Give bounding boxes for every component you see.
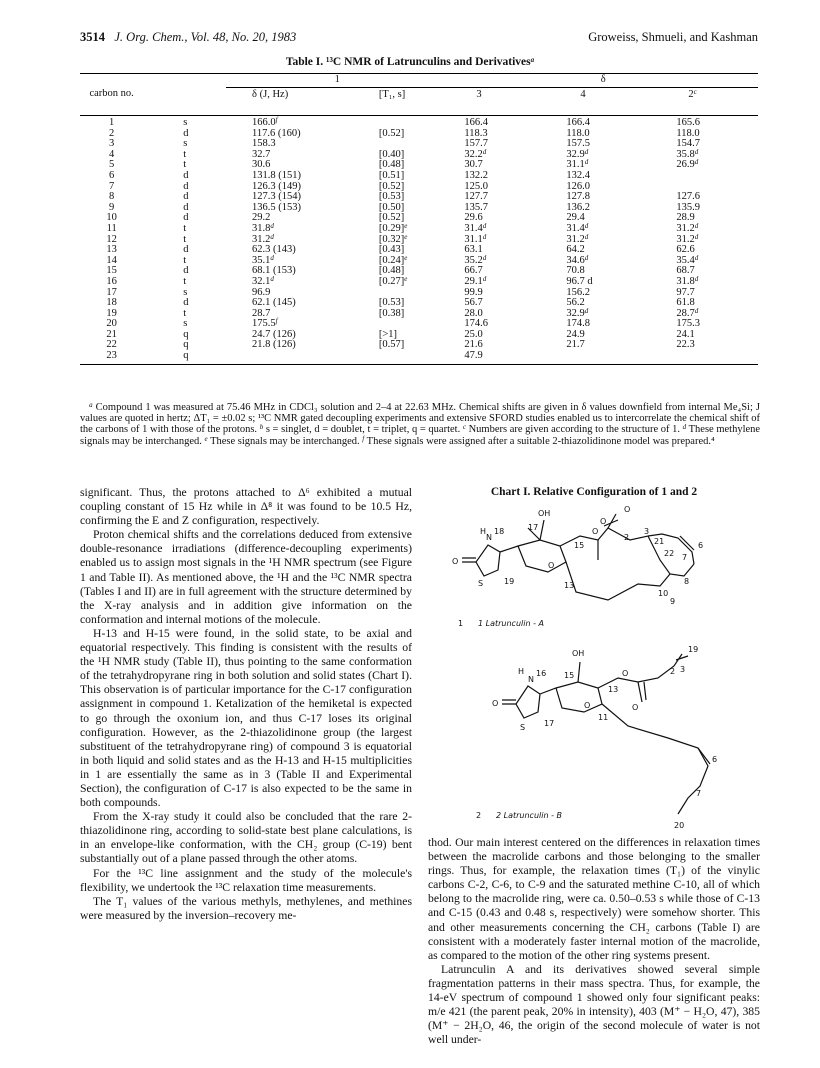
- svg-text:H: H: [518, 667, 525, 676]
- table-cell: s: [183, 117, 188, 128]
- table-cell: 25.0: [464, 328, 483, 340]
- table-cell: 24.1: [676, 328, 695, 340]
- svg-text:13: 13: [608, 685, 619, 694]
- table-cell: t: [183, 222, 187, 234]
- paragraph: significant. Thus, the protons attached to Δ⁶ exhibited a mutual coupling constant of 15 Hz while in Δ⁸ it was found to be 10.5 Hz, confirming the E and Z configuration, respectively.: [80, 486, 412, 528]
- svg-text:7: 7: [682, 553, 688, 562]
- table-cell: 15: [106, 265, 117, 277]
- table-cell: 24.7 (126): [252, 328, 296, 340]
- table-cell: 68.1 (153): [252, 265, 296, 277]
- table-row: [80, 192, 758, 203]
- label-latrunculin-b: 2 Latrunculin - B: [496, 811, 563, 820]
- table-cell: 131.8 (151): [252, 169, 302, 181]
- table-cell: 2: [109, 127, 115, 139]
- svg-text:6: 6: [698, 541, 704, 550]
- table-row: [80, 213, 758, 224]
- svg-text:2: 2: [670, 667, 676, 676]
- table-cell: 96.9: [252, 286, 271, 298]
- table-cell: q: [183, 328, 189, 340]
- latrunculin-a-structure: [448, 500, 758, 630]
- table-row: [80, 203, 758, 214]
- table-cell: 29.4: [566, 212, 585, 224]
- svg-text:15: 15: [564, 671, 575, 680]
- table-cell: $[0.32]^e$: [378, 232, 408, 245]
- table-cell: 32.7: [252, 148, 271, 160]
- table-cell: 34.6$^d$: [566, 253, 589, 266]
- svg-text:2: 2: [476, 811, 482, 820]
- table-cell: 18: [106, 297, 117, 309]
- label-latrunculin-a: 1 Latrunculin - A: [478, 619, 544, 628]
- table-cell: 29.6: [464, 212, 483, 224]
- table-cell: 21: [106, 328, 117, 340]
- table-row: [80, 235, 758, 246]
- table-cell: 165.6: [676, 117, 701, 128]
- table-row: [80, 298, 758, 309]
- table-cell: 174.8: [566, 318, 590, 330]
- table-cell: [0.53]: [378, 191, 405, 203]
- svg-text:3: 3: [680, 665, 686, 674]
- table-row: [80, 256, 758, 267]
- authors: Groweiss, Shmueli, and Kashman: [588, 30, 758, 44]
- table-row: [80, 288, 758, 299]
- table-cell: 135.7: [464, 201, 488, 213]
- table-cell: 56.7: [464, 297, 483, 309]
- table-cell: t: [183, 233, 187, 245]
- svg-text:OH: OH: [538, 509, 551, 518]
- svg-text:15: 15: [574, 541, 585, 550]
- table-cell: 32.1$^d$: [252, 274, 274, 287]
- table-cell: [0.43]: [378, 244, 405, 256]
- table-cell: 62.3 (143): [252, 244, 296, 256]
- svg-text:19: 19: [688, 645, 699, 654]
- table-cell: 62.1 (145): [252, 297, 296, 309]
- table-row: [80, 319, 758, 330]
- table-cell: 157.5: [566, 138, 590, 150]
- table-cell: 31.4$^d$: [464, 221, 487, 234]
- group-header-1: 1: [226, 74, 448, 88]
- table-cell: 30.7: [464, 159, 483, 171]
- svg-text:20: 20: [674, 821, 685, 830]
- table-cell: t: [183, 307, 187, 319]
- table-caption: Table I. ¹³C NMR of Latrunculins and Derivatives$^a$: [285, 56, 535, 68]
- table-cell: 26.9$^d$: [676, 158, 699, 171]
- col-delta-j: δ (J, Hz): [252, 88, 289, 100]
- table-cell: 174.6: [464, 318, 488, 330]
- table-cell: 29.2: [252, 212, 271, 224]
- table-row: [80, 116, 758, 129]
- col-t1: [T₁, s]: [378, 88, 406, 100]
- table-cell: s: [183, 138, 188, 150]
- table-cell: 135.9: [676, 201, 701, 213]
- svg-text:3: 3: [644, 527, 650, 536]
- table-cell: q: [143, 351, 226, 364]
- paragraph: thod. Our main interest centered on the differences in relaxation times between the macrolide carbons and those belonging to the smaller rings. Thus, for example, the relaxation times (T₁) of the vinylic carbons C-2, C-6, to C-9 and the saturated methine C-10, all of which belong to the macrolide ring, were ca. 0.50–0.53 s while those of C-13 and C-15 (0.43 and 0.48 s, respectively) were somehow shorter. This and other measurements concerning the CH₂ carbons (Table I) are consistent with a moderately faster internal motion of the macrolide, as compared to the motion of the other ring systems present.: [428, 836, 760, 962]
- right-column: [428, 836, 760, 1047]
- table-cell: 156.2: [566, 286, 590, 298]
- svg-text:H: H: [480, 527, 487, 536]
- svg-text:11: 11: [598, 713, 609, 722]
- table-cell: 99.9: [464, 286, 483, 298]
- table-row: [80, 129, 758, 140]
- table-cell: 118.3: [464, 127, 488, 139]
- table-cell: d: [183, 265, 189, 277]
- table-cell: 12: [106, 233, 117, 245]
- table-cell: 64.2: [566, 244, 585, 256]
- paragraph: The T₁ values of the various methyls, methylenes, and methines were measured by the inversion–recovery me-: [80, 894, 412, 922]
- latrunculin-b-structure: [448, 638, 758, 830]
- table-cell: 68.7: [676, 265, 695, 277]
- table-cell: 56.2: [566, 297, 585, 309]
- table-cell: 8: [109, 191, 115, 203]
- table-cell: d: [183, 244, 189, 256]
- table-cell: 21.7: [566, 339, 585, 351]
- table-cell: 136.2: [566, 201, 590, 213]
- table-cell: 31.2$^d$: [676, 232, 699, 245]
- table-cell: 127.6: [676, 191, 701, 203]
- table-cell: d: [183, 180, 189, 192]
- table-cell: 28.9: [676, 212, 695, 224]
- table-cell: 127.3 (154): [252, 191, 302, 203]
- table-cell: 166.4: [566, 117, 590, 128]
- table-cell: 30.6: [252, 159, 271, 171]
- svg-text:2: 2: [624, 533, 630, 542]
- svg-text:O: O: [622, 669, 629, 678]
- svg-text:O: O: [600, 517, 607, 526]
- table-cell: 97.7: [676, 286, 695, 298]
- table-cell: s: [183, 318, 188, 330]
- nmr-table: [80, 73, 758, 365]
- table-cell: 96.7 d: [566, 275, 593, 287]
- table-cell: t: [183, 159, 187, 171]
- svg-text:6: 6: [712, 755, 718, 764]
- col-3: 3: [476, 88, 482, 100]
- table-cell: [226, 351, 367, 364]
- svg-text:O: O: [632, 703, 639, 712]
- table-row: [80, 245, 758, 256]
- table-cell: [0.52]: [378, 180, 405, 192]
- table-cell: 6: [109, 169, 115, 181]
- table-row: [80, 277, 758, 288]
- table-cell: 16: [106, 275, 117, 287]
- table-cell: d: [183, 201, 189, 213]
- table-cell: 11: [106, 222, 117, 234]
- table-cell: 28.7: [252, 307, 271, 319]
- svg-text:17: 17: [544, 719, 555, 728]
- svg-text:8: 8: [684, 577, 690, 586]
- table-cell: 132.2: [464, 169, 488, 181]
- table-cell: 31.2$^d$: [676, 221, 699, 234]
- svg-text:S: S: [520, 723, 526, 732]
- table-cell: q: [183, 339, 189, 351]
- table-cell: 28.7$^d$: [676, 306, 699, 319]
- table-cell: 4: [109, 148, 115, 160]
- running-header: [80, 30, 758, 46]
- svg-text:1: 1: [458, 619, 464, 628]
- table-row: [80, 330, 758, 341]
- table-cell: 14: [106, 254, 117, 266]
- table-cell: d: [183, 191, 189, 203]
- svg-text:N: N: [528, 675, 534, 684]
- table-cell: 17: [106, 286, 117, 298]
- table-cell: 166.4: [464, 117, 488, 128]
- table-cell: [660, 171, 758, 182]
- table-cell: 22: [106, 339, 117, 351]
- table-cell: 154.7: [676, 138, 701, 150]
- table-cell: 31.8$^d$: [676, 274, 699, 287]
- table-cell: [0.52]: [378, 212, 405, 224]
- svg-text:7: 7: [696, 789, 702, 798]
- svg-text:S: S: [478, 579, 484, 588]
- table-cell: [0.48]: [378, 265, 405, 277]
- table-cell: 23: [80, 351, 143, 364]
- table-cell: 9: [109, 201, 115, 213]
- table-cell: 118.0: [566, 127, 590, 139]
- table-cell: 70.8: [566, 265, 585, 277]
- paragraph: Latrunculin A and its derivatives showed several simple fragmentation patterns in their mass spectra. Thus, for example, the 14-eV spectrum of compound 1 showed only four significant peaks: m/e 421 (the parent peak, 20% in intensity), 403 (M⁺ − H₂O, 47), 385 (M⁺ − 2H₂O, 46, the origin of the second molecule of water is not well under-: [428, 962, 760, 1047]
- svg-text:21: 21: [654, 537, 665, 546]
- table-cell: [>1]: [378, 328, 397, 340]
- table-row: [80, 139, 758, 150]
- table-cell: 66.7: [464, 265, 483, 277]
- table-cell: s: [183, 286, 188, 298]
- table-cell: [0.38]: [378, 307, 405, 319]
- table-cell: 3: [109, 138, 115, 150]
- table-cell: [0.53]: [378, 297, 405, 309]
- table-cell: 125.0: [464, 180, 488, 192]
- table-cell: $[0.24]^e$: [378, 253, 408, 266]
- table-cell: $[0.27]^e$: [378, 274, 408, 287]
- table-cell: t: [183, 254, 187, 266]
- svg-text:N: N: [486, 533, 492, 542]
- table-row: [80, 266, 758, 277]
- table-cell: 127.8: [566, 191, 590, 203]
- table-cell: $[0.29]^e$: [378, 221, 408, 234]
- table-cell: 5: [109, 159, 115, 171]
- svg-text:19: 19: [504, 577, 515, 586]
- table-cell: 35.4$^d$: [676, 253, 699, 266]
- svg-text:O: O: [548, 561, 555, 570]
- table-cell: 13: [106, 244, 117, 256]
- table-cell: 47.9: [448, 351, 550, 364]
- svg-text:22: 22: [664, 549, 675, 558]
- table-row: [80, 309, 758, 320]
- table-cell: 21.8 (126): [252, 339, 296, 351]
- table-cell: 175.3: [676, 318, 701, 330]
- table-cell: 35.2$^d$: [464, 253, 487, 266]
- paragraph: From the X-ray study it could also be concluded that the rare 2-thiazolidinone ring, according to solid-state best plane calculations, is in an envelope-like conformation, with the CH₂ group (C-19) bent substantially out of a plane passed through the other atoms.: [80, 810, 412, 866]
- table-cell: [367, 351, 449, 364]
- table-cell: d: [183, 169, 189, 181]
- paragraph: H-13 and H-15 were found, in the solid state, to be axial and equatorial respectively. This finding is consistent with the results of the ¹H NMR study (Table II), thus pointing to the same conformation of the tetrahydropyrane ring in both solution and solid states (Chart I). This observation is of particular importance for the C-17 configuration assignment in compound 1. Ketalization of the hemiketal is expected to go through the oxonium ion, and thus C-17 loses its original configuration. However, as the 2-thiazolidinone group (the largest substituent of the tetrahydropyrane ring) of compound 3 is equatorial in both liquid and solid states and as the H-13 and H-15 multiplicities in 1 are essentially the same as in 3 (Table II and Experimental Section), the configuration of C-17 is also expected to be the same in both compounds.: [80, 626, 412, 810]
- table-cell: t: [183, 275, 187, 287]
- svg-text:16: 16: [536, 669, 547, 678]
- table-row: [80, 160, 758, 171]
- table-cell: 1: [109, 117, 115, 128]
- table-cell: 32.9$^d$: [566, 306, 589, 319]
- table-cell: 126.3 (149): [252, 180, 302, 192]
- journal-citation: J. Org. Chem., Vol. 48, No. 20, 1983: [114, 30, 297, 44]
- svg-text:O: O: [624, 505, 631, 514]
- table-cell: 126.0: [566, 180, 590, 192]
- svg-text:9: 9: [670, 597, 676, 606]
- table-cell: 35.1$^d$: [252, 253, 274, 266]
- svg-text:O: O: [592, 527, 599, 536]
- table-cell: 175.5$^f$: [252, 317, 278, 330]
- svg-text:13: 13: [564, 581, 575, 590]
- table-cell: 127.7: [464, 191, 488, 203]
- page-number: 3514: [80, 30, 105, 44]
- group-header-delta: δ: [448, 74, 758, 88]
- table-cell: 61.8: [676, 297, 695, 309]
- table-cell: 31.4$^d$: [566, 221, 589, 234]
- col-2: 2$^c$: [688, 87, 697, 100]
- table-cell: [0.48]: [378, 159, 405, 171]
- table-cell: 132.4: [566, 169, 590, 181]
- table-cell: 117.6 (160): [252, 127, 301, 139]
- table-cell: 31.1$^d$: [566, 158, 589, 171]
- table-cell: 136.5 (153): [252, 201, 302, 213]
- table-cell: [0.50]: [378, 201, 405, 213]
- svg-text:10: 10: [658, 589, 669, 598]
- table-cell: 19: [106, 307, 117, 319]
- table-cell: 20: [106, 318, 117, 330]
- table-row: [80, 351, 758, 364]
- paragraph: Proton chemical shifts and the correlations deduced from extensive double-resonance irradiations (difference-decoupling experiments) enabled us to assign most signals in the ¹H NMR spectrum (see Figure 1 and Table II). As mentioned above, the ¹H and the ¹³C NMR spectra (Tables I and II) are in full agreement with the structure determined by the X-ray analysis and in addition give information on the conformation and internal motions of the molecule.: [80, 528, 412, 626]
- table-cell: [0.40]: [378, 148, 405, 160]
- table-footnotes: $^a$ Compound 1 was measured at 75.46 MHz in CDCl₃ solution and 2–4 at 22.63 MHz. Chemical shifts are given in δ values downfield from internal Me₄Si; J values are quoted in hertz; ΔT₁ = ±0.02 s; ¹³C NMR gated decoupling experiments and extensive SFORD studies enabled us to intercorrelate the chemical shift of the carbons of 1 with those of the protons. $^b$ s = singlet, d = doublet, t = triplet, q = quartet. $^c$ Numbers are given according to the structure of 1. $^d$ These methylene signals may be interchanged. $^e$ These signals may be interchanged. $^f$ These signals were assigned after a suitable 2-thiazolidinone model was prepared.⁴: [80, 401, 761, 447]
- table-cell: 29.1$^d$: [464, 274, 487, 287]
- col-carbon-no: carbon no.: [89, 88, 134, 100]
- table-cell: 21.6: [464, 339, 483, 351]
- table-cell: 31.8$^d$: [252, 221, 274, 234]
- table-cell: 166.0$^f$: [252, 116, 278, 128]
- table-cell: 24.9: [566, 328, 585, 340]
- table-cell: 10: [106, 212, 117, 224]
- table-cell: d: [183, 212, 189, 224]
- paragraph: For the ¹³C line assignment and the study of the molecule's flexibility, we undertook the ¹³C relaxation time measurements.: [80, 866, 412, 894]
- table-cell: 32.2$^d$: [464, 147, 487, 160]
- table-cell: 63.1: [464, 244, 483, 256]
- table-row: [80, 182, 758, 193]
- table-cell: [0.51]: [378, 169, 405, 181]
- table-cell: 62.6: [676, 244, 695, 256]
- table-cell: 7: [109, 180, 115, 192]
- col-4: 4: [580, 88, 586, 100]
- svg-text:18: 18: [494, 527, 505, 536]
- svg-text:O: O: [584, 701, 591, 710]
- table-cell: [660, 182, 758, 193]
- svg-text:O: O: [452, 557, 459, 566]
- table-cell: d: [183, 127, 189, 139]
- table-cell: [550, 351, 660, 364]
- table-cell: 157.7: [464, 138, 488, 150]
- table-cell: [0.52]: [378, 127, 405, 139]
- table-cell: 31.1$^d$: [464, 232, 487, 245]
- svg-text:OH: OH: [572, 649, 585, 658]
- table-row: [80, 340, 758, 351]
- table-row: [80, 150, 758, 161]
- table-row: [80, 171, 758, 182]
- table-cell: 158.3: [252, 138, 276, 150]
- table-cell: [660, 351, 758, 364]
- table-cell: 118.0: [676, 127, 700, 139]
- table-cell: 31.2$^d$: [252, 232, 274, 245]
- table-cell: [0.57]: [378, 339, 405, 351]
- nmr-table-body: [80, 116, 758, 365]
- table-cell: t: [183, 148, 187, 160]
- left-column: [80, 486, 412, 923]
- svg-text:17: 17: [528, 523, 539, 532]
- svg-text:O: O: [492, 699, 499, 708]
- chart-title: Chart I. Relative Configuration of 1 and 2: [490, 486, 698, 498]
- table-cell: 22.3: [676, 339, 695, 351]
- table-cell: 31.2$^d$: [566, 232, 589, 245]
- table-cell: 28.0: [464, 307, 483, 319]
- table-cell: d: [183, 297, 189, 309]
- table-cell: 32.9$^d$: [566, 147, 589, 160]
- table-row: [80, 224, 758, 235]
- table-cell: 35.8$^d$: [676, 147, 699, 160]
